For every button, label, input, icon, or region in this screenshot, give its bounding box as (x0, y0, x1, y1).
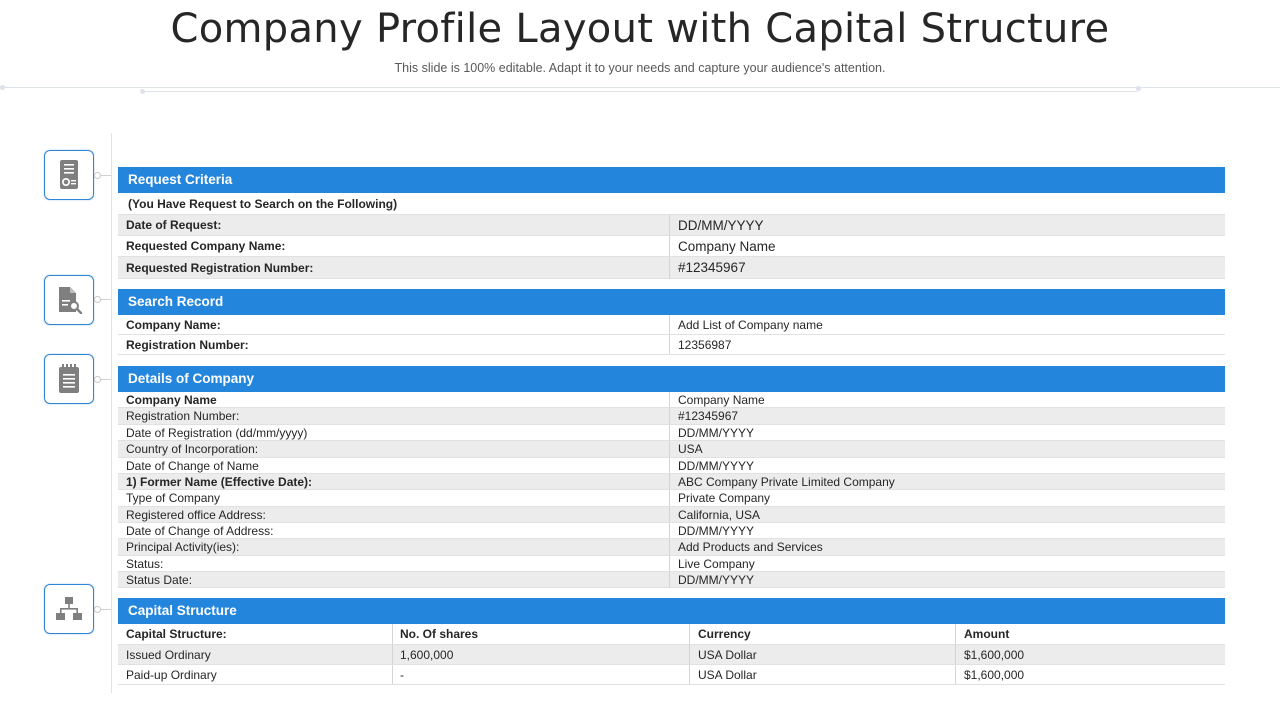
file-search-icon-box (44, 275, 94, 325)
column-header: Amount (964, 627, 1010, 641)
column-header: No. Of shares (400, 627, 479, 641)
row-value: DD/MM/YYYY (678, 459, 755, 473)
column-divider (392, 665, 393, 684)
table-cell: $1,600,000 (964, 668, 1025, 682)
row-label: Requested Company Name: (126, 239, 286, 253)
table-cell: USA Dollar (698, 668, 757, 682)
timeline-connector (95, 609, 111, 610)
table-row (118, 556, 1225, 572)
row-label: Principal Activity(ies): (126, 540, 240, 554)
timeline-connector (95, 175, 111, 176)
table-row (118, 408, 1225, 425)
row-label: Date of Change of Name (126, 459, 259, 473)
row-label: Date of Change of Address: (126, 524, 274, 538)
section-header-search-record: Search Record (118, 289, 1225, 315)
row-value: 12356987 (678, 338, 732, 352)
column-divider (689, 624, 690, 644)
column-divider (669, 507, 670, 522)
table-row (118, 236, 1225, 257)
column-header: Capital Structure: (126, 627, 227, 641)
file-search-icon (55, 286, 83, 314)
row-label: 1) Former Name (Effective Date): (126, 475, 313, 489)
table-row (118, 335, 1225, 355)
table-row (118, 425, 1225, 441)
column-divider (669, 556, 670, 571)
row-value: Company Name (678, 239, 776, 254)
table-row (118, 507, 1225, 523)
column-header: Currency (698, 627, 751, 641)
column-divider (669, 408, 670, 424)
row-value: Add List of Company name (678, 318, 823, 332)
column-divider (689, 665, 690, 684)
row-label: Registered office Address: (126, 508, 266, 522)
note-row (118, 193, 1225, 215)
column-divider (669, 490, 670, 506)
divider-dot (0, 85, 5, 90)
row-label: Date of Request: (126, 218, 222, 232)
column-divider (669, 392, 670, 407)
page-subtitle: This slide is 100% editable. Adapt it to your needs and capture your audience's attention. (394, 61, 886, 75)
column-divider (669, 335, 670, 354)
row-value: Private Company (678, 491, 771, 505)
column-divider (669, 236, 670, 256)
row-label: Requested Registration Number: (126, 261, 314, 275)
row-value: Company Name (678, 393, 765, 407)
table-row (118, 392, 1225, 408)
timeline-connector (95, 379, 111, 380)
timeline-connector (95, 299, 111, 300)
column-divider (955, 665, 956, 684)
column-divider (669, 523, 670, 538)
column-divider (669, 215, 670, 235)
notepad-icon (57, 364, 81, 394)
table-cell: $1,600,000 (964, 648, 1025, 662)
row-label: Date of Registration (dd/mm/yyyy) (126, 426, 308, 440)
section-header-capital-structure: Capital Structure (118, 598, 1225, 624)
row-label: Company Name: (126, 318, 221, 332)
column-divider (669, 315, 670, 334)
org-chart-icon (55, 596, 83, 622)
table-cell: Paid-up Ordinary (126, 668, 217, 682)
row-value: USA (678, 442, 703, 456)
column-divider (669, 425, 670, 440)
row-value: DD/MM/YYYY (678, 524, 755, 538)
row-label: Status: (126, 557, 164, 571)
table-row (118, 645, 1225, 665)
table-header-row (118, 624, 1225, 645)
table-row (118, 441, 1225, 458)
row-value: DD/MM/YYYY (678, 218, 764, 233)
row-value: California, USA (678, 508, 761, 522)
table-row (118, 458, 1225, 474)
column-divider (955, 645, 956, 664)
header-divider-accent (142, 91, 1138, 92)
timeline-line (111, 133, 112, 693)
column-divider (669, 539, 670, 555)
column-divider (669, 257, 670, 278)
column-divider (669, 572, 670, 587)
row-value: DD/MM/YYYY (678, 426, 755, 440)
row-label: Registration Number: (126, 409, 240, 423)
row-label: Registration Number: (126, 338, 249, 352)
table-cell: USA Dollar (698, 648, 757, 662)
table-row (118, 572, 1225, 588)
row-value: DD/MM/YYYY (678, 573, 755, 587)
column-divider (955, 624, 956, 644)
table-row (118, 474, 1225, 490)
table-row (118, 523, 1225, 539)
row-value: Live Company (678, 557, 755, 571)
table-row (118, 257, 1225, 279)
row-value: Add Products and Services (678, 540, 823, 554)
table-row (118, 215, 1225, 236)
column-divider (669, 441, 670, 457)
org-chart-icon-box (44, 584, 94, 634)
row-label: Country of Incorporation: (126, 442, 259, 456)
table-row (118, 490, 1225, 507)
page-title: Company Profile Layout with Capital Structure (170, 6, 1110, 52)
notepad-icon-box (44, 354, 94, 404)
divider-dot (1136, 86, 1141, 91)
row-label: Type of Company (126, 491, 221, 505)
row-value: ABC Company Private Limited Company (678, 475, 895, 489)
table-row (118, 539, 1225, 556)
document-certificate-icon-box (44, 150, 94, 200)
table-cell: - (400, 668, 404, 682)
request-note: (You Have Request to Search on the Following) (128, 197, 398, 211)
table-row (118, 665, 1225, 685)
column-divider (669, 458, 670, 473)
row-label: Company Name (126, 393, 217, 407)
section-header-request-criteria: Request Criteria (118, 167, 1225, 193)
table-cell: 1,600,000 (400, 648, 454, 662)
column-divider (669, 474, 670, 489)
row-value: #12345967 (678, 409, 739, 423)
table-row (118, 315, 1225, 335)
divider-dot (140, 89, 145, 94)
row-value: #12345967 (678, 260, 746, 275)
row-label: Status Date: (126, 573, 193, 587)
column-divider (689, 645, 690, 664)
column-divider (392, 624, 393, 644)
table-cell: Issued Ordinary (126, 648, 211, 662)
column-divider (392, 645, 393, 664)
header-divider (0, 87, 1280, 88)
document-certificate-icon (56, 159, 82, 191)
section-header-details: Details of Company (118, 366, 1225, 392)
